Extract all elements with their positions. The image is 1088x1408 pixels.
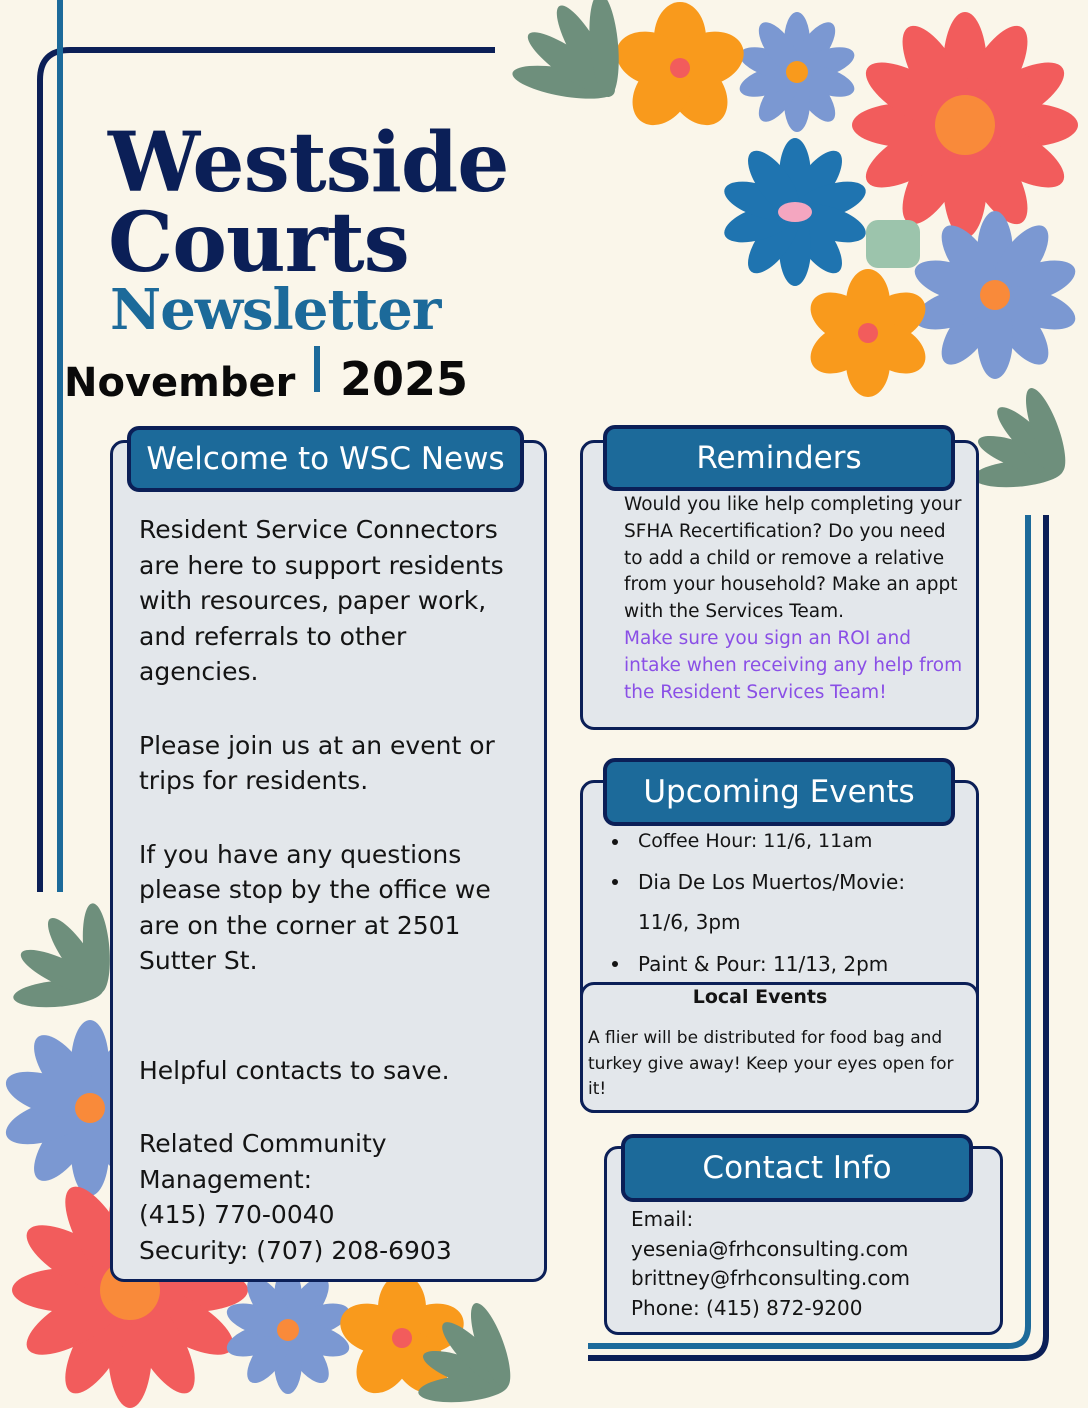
- contact-email-brittney[interactable]: brittney@frhconsulting.com: [631, 1266, 910, 1290]
- square-shape-icon: [866, 220, 920, 268]
- welcome-intro: Resident Service Connectors are here to support residents with resources, paper work, and referrals to other agencies.: [139, 515, 504, 686]
- leaf-icon: [510, 0, 624, 105]
- local-events-heading: Local Events: [692, 986, 828, 1008]
- issue-year: 2025: [340, 352, 469, 406]
- issue-month: November: [64, 360, 296, 406]
- reminders-heading: Reminders: [603, 425, 955, 491]
- flower-icon: [910, 211, 1081, 379]
- contact-heading: Contact Info: [621, 1134, 973, 1202]
- welcome-contacts-intro: Helpful contacts to save.: [139, 1055, 450, 1085]
- welcome-questions: If you have any questions please stop by the office we are on the corner at 2501 Sutter St.: [139, 839, 491, 975]
- flower-icon: [852, 12, 1078, 238]
- reminders-body: [624, 492, 964, 707]
- title-newsletter: Newsletter: [110, 277, 441, 343]
- leaf-icon: [12, 902, 113, 1010]
- flower-icon: [609, 2, 751, 137]
- flower-icon: [720, 138, 871, 286]
- contact-phone: Phone: (415) 872-9200: [631, 1295, 863, 1320]
- local-events-text: A flier will be distributed for food bag and turkey give away! Keep your eyes open for it!: [588, 1028, 954, 1099]
- reminders-text: Would you like help completing your SFHA Recertification? Do you need to add a child or remove a relative from your household? Make an appt with the Services Team.: [624, 494, 962, 623]
- event-item: Paint & Pour: 11/13, 2pm: [612, 950, 962, 982]
- events-heading: Upcoming Events: [603, 758, 955, 826]
- reminders-highlight: Make sure you sign an ROI and intake when receiving any help from the Resident Services Team!: [624, 628, 963, 703]
- flower-icon: [802, 269, 935, 397]
- contact-security: Security: (707) 208-6903: [139, 1235, 452, 1265]
- welcome-body: [139, 512, 529, 1268]
- contact-email-yesenia[interactable]: yesenia@frhconsulting.com: [631, 1236, 909, 1261]
- leaf-icon: [972, 384, 1073, 491]
- events-list: [612, 828, 962, 982]
- event-item: Coffee Hour: 11/6, 11am: [612, 828, 962, 868]
- contact-management-phone: (415) 770-0040: [139, 1200, 335, 1229]
- event-item: Dia De Los Muertos/Movie:: [612, 868, 962, 908]
- welcome-heading: Welcome to WSC News: [127, 426, 524, 492]
- title-westside: Westside: [108, 115, 509, 211]
- title-courts: Courts: [108, 195, 409, 291]
- contact-management-label: Related Community Management:: [139, 1129, 387, 1194]
- date-divider: [314, 346, 320, 392]
- contact-body: [631, 1205, 991, 1323]
- event-item-continued: 11/6, 3pm: [638, 910, 741, 934]
- flower-icon: [736, 12, 858, 132]
- welcome-join: Please join us at an event or trips for residents.: [139, 730, 495, 795]
- contact-email-label: Email:: [631, 1207, 694, 1231]
